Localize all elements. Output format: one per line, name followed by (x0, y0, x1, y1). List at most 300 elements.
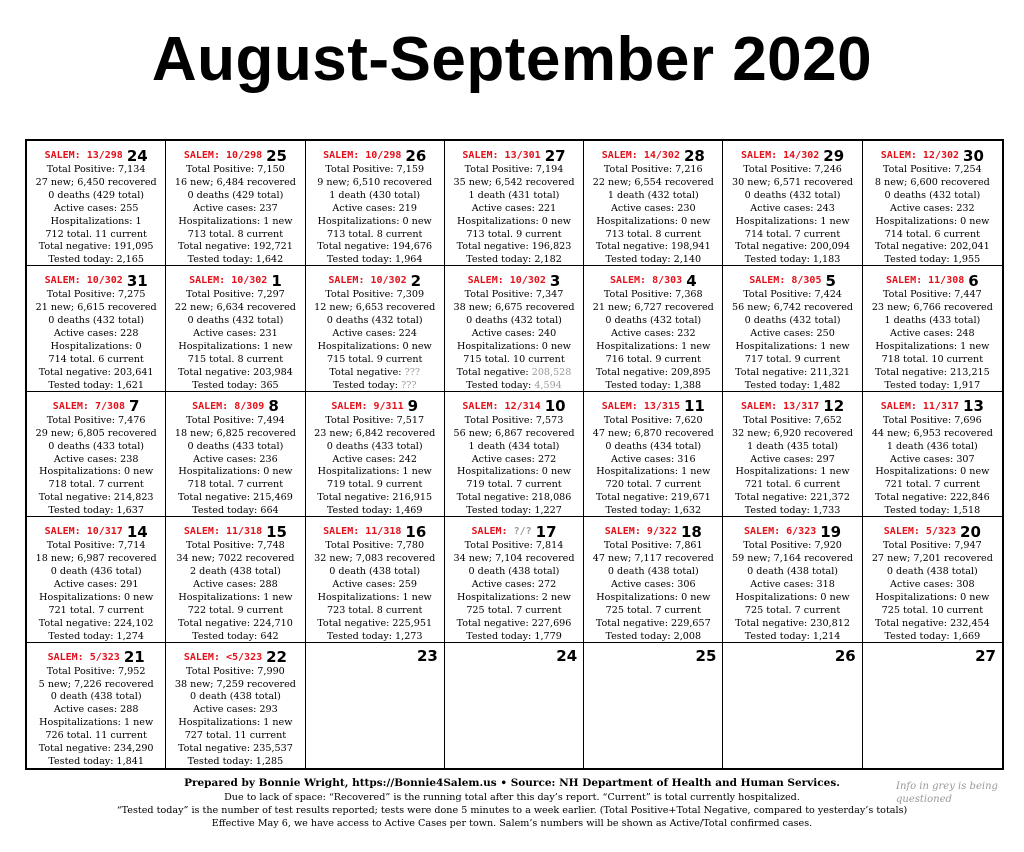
stat-line (306, 341, 444, 354)
stat-text: Tested today: 1,917 (884, 379, 981, 391)
day-header (445, 521, 583, 540)
day-header (166, 396, 304, 415)
stat-line (723, 241, 861, 254)
day-header (445, 270, 583, 289)
day-number: 20 (960, 522, 981, 541)
stat-line (27, 691, 165, 704)
stat-text: Hospitalizations: 1 new (178, 215, 293, 227)
stat-text: 718 total. 7 current (48, 479, 144, 491)
stat-text: Tested today: 2,140 (605, 254, 702, 266)
day-header (27, 396, 165, 415)
stat-line (445, 441, 583, 454)
day-header (723, 521, 861, 540)
stat-text: 718 total. 10 current (881, 353, 984, 365)
day-cell (445, 517, 584, 642)
salem-cases: SALEM: 10/298 (183, 150, 263, 161)
stat-line (723, 216, 861, 229)
stat-line (445, 466, 583, 479)
stat-line (166, 618, 304, 631)
stat-line (306, 367, 444, 380)
stat-value-questioned: 4,594 (534, 379, 562, 391)
stat-line (27, 190, 165, 203)
stat-line (445, 254, 583, 266)
day-header (166, 145, 304, 164)
stat-line (166, 743, 304, 756)
stat-line (27, 367, 165, 380)
stat-text: Tested today: 2,165 (48, 254, 144, 266)
stat-text: 714 total. 7 current (744, 228, 841, 240)
day-cell (166, 517, 305, 642)
stat-line (166, 666, 304, 679)
stat-text: 725 total. 7 current (605, 604, 701, 616)
stat-text: Total Positive: 7,780 (325, 540, 425, 552)
stat-text: Total Positive: 7,517 (325, 414, 425, 426)
stat-text: 0 death (438 total) (468, 566, 560, 577)
stat-text: Hospitalizations: 0 (50, 341, 142, 353)
stat-line (584, 592, 722, 605)
day-header (863, 647, 1002, 666)
stat-line (863, 254, 1002, 266)
stat-text: 16 new; 6,484 recovered (174, 176, 296, 188)
stat-line (306, 618, 444, 631)
stat-text: Total Positive: 7,254 (882, 164, 982, 175)
stat-text: 0 deaths (429 total) (48, 189, 145, 201)
stat-line (445, 579, 583, 592)
stat-text: Tested today: 1,183 (744, 254, 841, 266)
footer (0, 776, 1024, 830)
stat-text: Hospitalizations: 0 new (456, 215, 572, 227)
stat-text: 1 death (436 total) (886, 440, 978, 452)
day-cell (723, 141, 862, 266)
salem-cases: SALEM: 9/322 (604, 526, 677, 538)
stat-line (723, 415, 861, 428)
stat-text: Tested today: 1,518 (884, 505, 981, 517)
stat-line (166, 241, 304, 254)
stat-text: Total negative: (329, 366, 405, 378)
stat-text: Tested today: 642 (192, 630, 279, 642)
day-cell (863, 392, 1002, 517)
stat-text: Tested today: 1,841 (48, 755, 144, 767)
stat-line (306, 479, 444, 492)
day-number: 4 (686, 271, 697, 290)
stat-text: Active cases: 272 (471, 578, 557, 590)
day-cell (306, 643, 445, 768)
stat-text: Total negative: 229,657 (595, 617, 711, 629)
day-cell (166, 643, 305, 768)
stat-text: Total Positive: 7,748 (186, 540, 285, 552)
stat-line (27, 289, 165, 302)
day-cell (584, 141, 723, 266)
day-number: 21 (123, 648, 145, 667)
stat-line (584, 315, 722, 328)
stat-line (863, 540, 1002, 553)
stat-text: Hospitalizations: 1 new (735, 341, 850, 353)
stat-text: 1 death (434 total) (468, 440, 560, 452)
stat-text: 56 new; 6,867 recovered (453, 427, 575, 439)
salem-cases: SALEM: 10/302 (328, 275, 407, 287)
stat-line (306, 190, 444, 203)
salem-cases: SALEM: <5/323 (183, 651, 263, 663)
stat-line (723, 466, 861, 479)
stat-line (27, 428, 165, 441)
stat-text: 0 deaths (433 total) (187, 440, 284, 452)
stat-line (166, 354, 304, 367)
stat-line (306, 566, 444, 579)
stat-line (863, 190, 1002, 203)
stat-text: Hospitalizations: 0 new (456, 466, 572, 478)
stat-line (27, 216, 165, 229)
stat-text: Hospitalizations: 0 new (875, 591, 990, 603)
page-title: August-September 2020 (151, 25, 873, 94)
stat-text: Tested today: (466, 379, 535, 391)
stat-line (723, 618, 861, 631)
stat-text: 1 death (431 total) (468, 189, 560, 201)
day-cell (27, 392, 166, 517)
salem-cases: SALEM: 13/315 (601, 400, 680, 412)
stat-text: Tested today: 1,388 (605, 379, 702, 391)
day-number: 3 (549, 271, 561, 290)
stat-line (584, 254, 722, 266)
stat-text: 0 deaths (432 total) (605, 315, 702, 327)
stat-line (166, 254, 304, 266)
stat-line (723, 190, 861, 203)
stat-line (166, 605, 304, 618)
stat-text: 721 total. 7 current (48, 604, 144, 616)
stat-line (445, 177, 583, 190)
day-number: 26 (834, 646, 856, 665)
stat-text: 44 new; 6,953 recovered (871, 427, 993, 439)
day-header (723, 396, 861, 415)
stat-text: Total negative: 224,102 (38, 617, 154, 629)
stat-line (27, 229, 165, 242)
stat-text: Active cases: 297 (750, 453, 835, 465)
stat-line (723, 164, 861, 177)
stat-line (584, 553, 722, 566)
stat-line (723, 177, 861, 190)
stat-line (306, 579, 444, 592)
stat-line (863, 203, 1002, 216)
stat-text: Total negative: 203,641 (38, 366, 154, 378)
salem-cases: SALEM: 10/302 (44, 275, 123, 287)
stat-line (863, 302, 1002, 315)
stat-text: 29 new; 6,805 recovered (35, 427, 157, 439)
stat-text: Total negative: 211,321 (735, 366, 850, 378)
stat-text: Hospitalizations: 0 new (456, 341, 572, 353)
day-cell (863, 141, 1002, 266)
salem-cases: SALEM: 12/302 (880, 150, 960, 161)
stat-line (306, 216, 444, 229)
stat-text: Tested today: 2,008 (605, 630, 702, 642)
stat-text: 713 total. 8 current (327, 228, 423, 240)
day-number: 15 (266, 522, 287, 541)
stat-line (863, 566, 1002, 579)
calendar-grid (25, 139, 1004, 770)
stat-line (166, 691, 304, 704)
stat-line (166, 216, 304, 229)
stat-line (863, 553, 1002, 566)
stat-line (166, 540, 304, 553)
day-header (27, 521, 165, 540)
stat-text: Hospitalizations: 1 new (596, 341, 711, 353)
stat-line (863, 164, 1002, 177)
stat-text: Active cases: 228 (53, 328, 139, 340)
stat-line (863, 415, 1002, 428)
stat-text: Total negative: 235,537 (178, 743, 293, 755)
day-cell (863, 266, 1002, 391)
stat-line (306, 553, 444, 566)
stat-line (27, 466, 165, 479)
stat-text: 0 deaths (433 total) (48, 440, 145, 452)
day-number: 30 (963, 146, 984, 165)
day-header (306, 521, 444, 540)
stat-text: Active cases: 255 (53, 202, 139, 214)
stat-line (166, 367, 304, 380)
stat-line (863, 354, 1002, 367)
stat-line (27, 241, 165, 254)
day-number: 12 (823, 397, 845, 416)
stat-line (306, 302, 444, 315)
day-header (166, 521, 304, 540)
stat-text: 56 new; 6,742 recovered (732, 302, 854, 314)
stat-text: Total negative: 194,676 (317, 241, 433, 253)
stat-line (27, 605, 165, 618)
stat-line (306, 354, 444, 367)
stat-text: Active cases: 232 (610, 328, 696, 340)
stat-text: Active cases: 248 (890, 328, 975, 340)
stat-text: Tested today: 664 (192, 505, 279, 517)
day-number: 31 (126, 271, 148, 290)
stat-text: Tested today: 1,227 (466, 505, 562, 517)
stat-text: Active cases: 238 (53, 453, 139, 465)
stat-line (723, 505, 861, 517)
stat-line (445, 190, 583, 203)
stat-text: Total negative: 232,454 (874, 617, 990, 629)
stat-line (584, 579, 722, 592)
stat-text: Hospitalizations: 0 new (317, 341, 432, 353)
stat-text: Total negative: 192,721 (178, 241, 293, 253)
stat-text: Total negative: 224,710 (178, 617, 293, 629)
day-cell (306, 517, 445, 642)
stat-text: Active cases: 291 (53, 578, 139, 590)
stat-text: 714 total. 6 current (884, 228, 981, 240)
stat-text: 9 new; 6,510 recovered (317, 176, 433, 188)
day-cell (27, 643, 166, 768)
stat-line (166, 553, 304, 566)
stat-text: Hospitalizations: 0 new (596, 591, 711, 603)
stat-text: 0 deaths (432 total) (744, 315, 841, 327)
stat-line (27, 328, 165, 341)
stat-text: 59 new; 7,164 recovered (732, 553, 854, 565)
stat-text: Total negative: 200,094 (735, 241, 850, 253)
stat-text: Hospitalizations: 1 new (178, 717, 293, 729)
stat-text: Hospitalizations: 1 new (596, 466, 711, 478)
stat-text: 0 death (438 total) (747, 566, 839, 577)
stat-text: Active cases: 272 (471, 453, 557, 465)
footnote-recovered: Due to lack of space: “Recovered” is the running total after this day’s report. “Current” is total currently hospitalized. (224, 792, 800, 803)
stat-text: 21 new; 6,615 recovered (35, 302, 157, 314)
stat-text: 22 new; 6,554 recovered (592, 176, 714, 188)
stat-text: Total Positive: 7,368 (603, 289, 703, 301)
stat-line (723, 579, 861, 592)
stat-line (863, 289, 1002, 302)
stat-text: Total Positive: 7,194 (464, 164, 564, 175)
stat-line (723, 302, 861, 315)
stat-text: Total negative: 230,812 (735, 617, 850, 629)
stat-line (27, 553, 165, 566)
stat-line (723, 441, 861, 454)
stat-line (306, 505, 444, 517)
stat-line (445, 540, 583, 553)
stat-text: Active cases: 250 (750, 328, 835, 340)
day-header (863, 396, 1002, 415)
stat-text: Hospitalizations: 1 new (875, 341, 990, 353)
stat-line (166, 203, 304, 216)
stat-text: Total Positive: 7,297 (186, 289, 285, 301)
stat-text: Total negative: 214,823 (38, 492, 154, 504)
day-header (863, 145, 1002, 164)
stat-line (584, 605, 722, 618)
stat-line (445, 428, 583, 441)
stat-text: 726 total. 11 current (45, 730, 147, 742)
stat-text: 719 total. 9 current (327, 479, 423, 491)
stat-line (863, 454, 1002, 467)
day-header (584, 396, 722, 415)
stat-line (166, 341, 304, 354)
stat-line (306, 415, 444, 428)
stat-line (863, 341, 1002, 354)
stat-text: Active cases: 240 (471, 328, 557, 340)
day-header (166, 647, 304, 666)
stat-line (584, 454, 722, 467)
stat-line (27, 177, 165, 190)
stat-text: Total Positive: 7,134 (46, 164, 146, 175)
day-header (306, 145, 444, 164)
stat-text: 23 new; 6,766 recovered (871, 302, 993, 314)
stat-text: Tested today: (332, 379, 402, 391)
stat-line (27, 592, 165, 605)
day-number: 19 (820, 522, 842, 541)
stat-line (863, 367, 1002, 380)
stat-line (863, 229, 1002, 242)
stat-line (27, 341, 165, 354)
stat-line (306, 466, 444, 479)
stat-line (584, 479, 722, 492)
stat-text: 0 deaths (432 total) (466, 315, 562, 327)
stat-line (863, 441, 1002, 454)
stat-text: Hospitalizations: 1 new (39, 717, 154, 729)
stat-text: Active cases: 219 (332, 202, 417, 214)
stat-text: 1 death (430 total) (329, 189, 421, 201)
day-number: 1 (271, 271, 282, 290)
stat-line (166, 164, 304, 177)
stat-value-questioned: ??? (401, 379, 417, 391)
day-number: 6 (968, 271, 979, 290)
stat-line (723, 631, 861, 643)
day-cell (863, 643, 1002, 768)
salem-cases: SALEM: 5/323 (47, 651, 120, 663)
footnote-tested: “Tested today” is the number of test results reported; tests were done 5 minutes to a week earlier. (Total Positive+Total Negative, compared to yesterday’s totals) (116, 805, 908, 816)
stat-line (723, 203, 861, 216)
day-number: 9 (407, 397, 419, 416)
stat-line (306, 492, 444, 505)
stat-text: Tested today: 1,469 (326, 505, 423, 517)
day-cell (863, 517, 1002, 642)
salem-cases: SALEM: (471, 526, 514, 538)
salem-cases: SALEM: 8/303 (609, 275, 683, 287)
stat-line (584, 354, 722, 367)
stat-text: Tested today: 1,779 (466, 630, 562, 642)
stat-line (445, 203, 583, 216)
day-cell (723, 643, 862, 768)
stat-text: Hospitalizations: 0 new (875, 466, 990, 478)
stat-text: Hospitalizations: 0 new (317, 215, 432, 227)
stat-text: Tested today: 1,274 (48, 630, 144, 642)
stat-line (166, 415, 304, 428)
salem-cases: SALEM: 9/311 (331, 400, 404, 412)
stat-text: Hospitalizations: 0 new (39, 591, 154, 603)
stat-line (27, 354, 165, 367)
stat-text: Total Positive: 7,620 (603, 414, 703, 426)
stat-line (306, 203, 444, 216)
stat-line (445, 229, 583, 242)
stat-text: Total negative: 227,696 (456, 617, 572, 629)
stat-text: Tested today: 365 (192, 379, 279, 391)
stat-line (27, 315, 165, 328)
stat-text: Hospitalizations: 1 new (178, 341, 293, 353)
stat-line (166, 492, 304, 505)
stat-text: Active cases: 236 (193, 453, 278, 465)
stat-line (445, 380, 583, 392)
stat-line (27, 164, 165, 177)
stat-text: 21 new; 6,727 recovered (592, 302, 714, 314)
stat-line (166, 579, 304, 592)
day-cell (27, 266, 166, 391)
day-cell (27, 517, 166, 642)
stat-line (723, 566, 861, 579)
stat-text: Active cases: 231 (193, 328, 278, 340)
day-header (27, 647, 165, 666)
stat-text: 0 deaths (432 total) (884, 189, 981, 201)
stat-text: Tested today: 1,955 (884, 254, 981, 266)
stat-line (166, 717, 304, 730)
stat-line (584, 203, 722, 216)
stat-text: Tested today: 2,182 (466, 254, 562, 266)
stat-text: Hospitalizations: 1 new (178, 591, 293, 603)
stat-line (584, 177, 722, 190)
stat-text: 715 total. 8 current (187, 353, 284, 365)
stat-text: Total Positive: 7,652 (743, 414, 842, 426)
stat-text: 0 death (438 total) (886, 566, 978, 577)
stat-line (27, 302, 165, 315)
stat-text: Total Positive: 7,447 (882, 289, 982, 301)
stat-text: Total negative: (456, 366, 532, 378)
day-header (27, 270, 165, 289)
stat-line (584, 302, 722, 315)
stat-text: Active cases: 308 (890, 578, 975, 590)
day-header (306, 647, 444, 666)
stat-line (27, 505, 165, 517)
stat-line (166, 566, 304, 579)
stat-line (584, 190, 722, 203)
stat-text: Total Positive: 7,990 (186, 665, 285, 677)
stat-value-questioned: ??? (404, 366, 420, 378)
stat-text: Total negative: 203,984 (178, 366, 293, 378)
stat-line (27, 540, 165, 553)
stat-line (584, 441, 722, 454)
salem-cases: SALEM: 11/317 (880, 400, 960, 412)
stat-line (863, 505, 1002, 517)
stat-value-questioned: 208,528 (531, 366, 572, 378)
